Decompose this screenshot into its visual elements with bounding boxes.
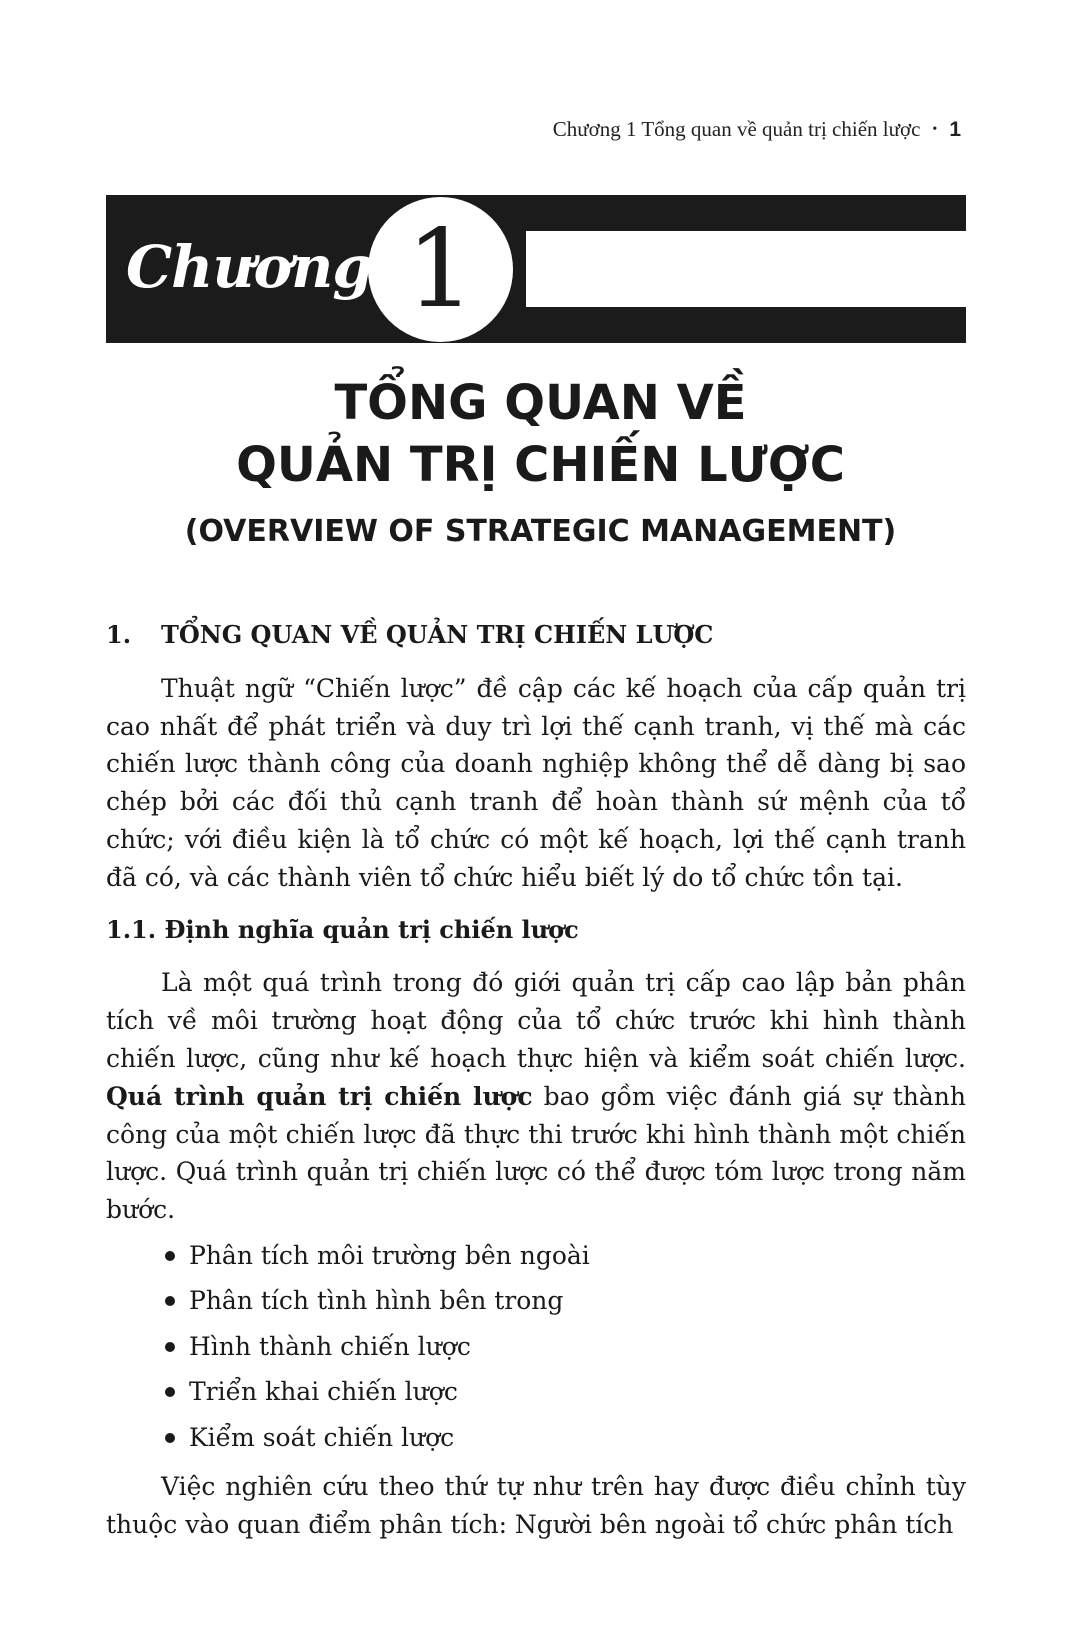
running-head [553,117,961,142]
section-1-1-paragraph [106,964,966,1229]
banner-white-band [526,231,966,307]
list-item: Kiểm soát chiến lược [161,1415,966,1461]
section-1-heading-text: TỔNG QUAN VỀ QUẢN TRỊ CHIẾN LƯỢC [161,620,714,649]
list-item: Phân tích môi trường bên ngoài [161,1233,966,1279]
section-1-number: 1. [106,620,132,649]
page-number: 1 [949,117,961,141]
bullet-icon [165,1433,175,1443]
closing-paragraph: Việc nghiên cứu theo thứ tự như trên hay được điều chỉnh tùy thuộc vào quan điểm phân tích: Người bên ngoài tổ chức phân tích [106,1472,966,1540]
chapter-title [0,372,1081,549]
bold-term: Quá trình quản trị chiến lược [106,1081,533,1111]
running-head-title: Chương 1 Tổng quan về quản trị chiến lược [552,117,921,141]
body-content [106,616,966,1544]
title-line-2: QUẢN TRỊ CHIẾN LƯỢC [236,437,845,493]
bullet-icon [165,1387,175,1397]
process-steps-list [106,1233,966,1461]
chapter-word: Chương [126,233,372,301]
list-item: Triển khai chiến lược [161,1369,966,1415]
section-1-heading [106,616,966,654]
section-1-paragraph: Thuật ngữ “Chiến lược” đề cập các kế hoạch của cấp quản trị cao nhất để phát triển và duy trì lợi thế cạnh tranh, vị thế mà các chiến lược thành công của doanh nghiệp không thể dễ dàng bị sao chép bởi các đối thủ cạnh tranh để hoàn thành sứ mệnh của tổ chức; với điều kiện là tổ chức có một kế hoạch, lợi thế cạnh tranh đã có, và các thành viên tổ chức hiểu biết lý do tổ chức tồn tại. [106,673,966,892]
bullet-icon [165,1251,175,1261]
bullet-icon [165,1342,175,1352]
section-1-1-heading: 1.1. Định nghĩa quản trị chiến lược [106,914,579,944]
list-item: Hình thành chiến lược [161,1324,966,1370]
chapter-number: 1 [406,207,475,332]
bullet-icon [165,1296,175,1306]
running-head-separator: • [932,121,938,137]
title-subtitle: (OVERVIEW OF STRATEGIC MANAGEMENT) [184,514,897,549]
title-line-1: TỔNG QUAN VỀ [334,375,747,431]
list-item: Phân tích tình hình bên trong [161,1278,966,1324]
paragraph-text-2: bao gồm việc đánh giá sự thành công của một chiến lược đã thực thi trước khi hình thành một chiến lược. Quá trình quản trị chiến lược có thể được tóm lược trong năm bước. [106,1081,966,1225]
paragraph-text-1: Là một quá trình trong đó giới quản trị cấp cao lập bản phân tích về môi trường hoạt động của tổ chức trước khi hình thành chiến lược, cũng như kế hoạch thực hiện và kiểm soát chiến lược. [106,968,966,1073]
chapter-banner [106,195,966,343]
